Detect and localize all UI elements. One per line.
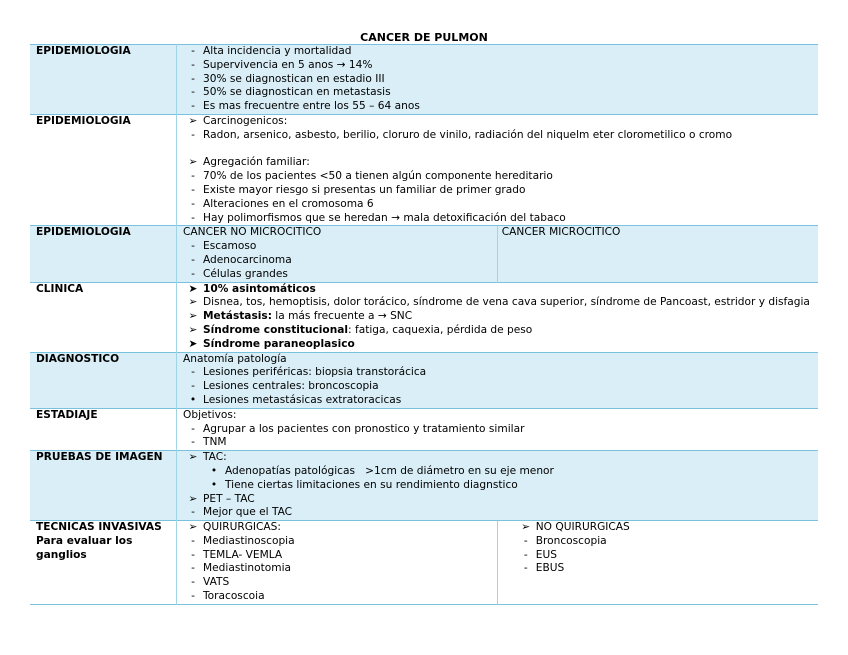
row-content: - Alta incidencia y mortalidad - Supervivencia en 5 anos → 14% - 30% se diagnostican en estadio III - 50% se diagnostican en metastasis - Es mas frecuentre entre los 55 – 64 anos [177,45,819,115]
row-content: Objetivos: - Agrupar a los pacientes con pronostico y tratamiento similar - TNM [177,408,819,450]
list-item: Radon, arsenico, asbesto, berilio, cloruro de vinilo, radiación del niquelm eter clorometilico o cromo [203,128,733,141]
list-item: Mejor que el TAC [203,506,293,519]
row-label: EPIDEMIOLOGIA [30,114,177,225]
list-item: 10% asintomáticos [203,282,316,295]
row-label: CLINICA [30,282,177,352]
list-item: Disnea, tos, hemoptisis, dolor torácico, síndrome de vena cava superior, síndrome de Pancoast, estridor y disfagia [203,296,810,309]
list-item: Tiene ciertas limitaciones en su rendimiento diagnstico [225,478,518,491]
list-item: Síndrome paraneoplasico [203,337,355,350]
section-heading: Anatomía patología [183,352,287,365]
list-item: Agregación familiar: [203,156,310,169]
list-item: Lesiones metastásicas extratoracicas [203,393,402,406]
list-item: Células grandes [203,267,288,280]
list-item: VATS [203,576,230,589]
row-label: TECNICAS INVASIVAS Para evaluar los ganglios [30,521,177,605]
list-item: Es mas frecuentre entre los 55 – 64 anos [203,100,420,113]
list-item: NO QUIRURGICAS [535,521,630,534]
list-item: QUIRURGICAS: [203,521,281,534]
row-content: ➤ 10% asintomáticos ➢ Disnea, tos, hemoptisis, dolor torácico, síndrome de vena cava superior, síndrome de Pancoast, estridor y disfagia ➢ Metástasis: la más frecuente a → SNC ➢ Síndrome constitucional: fatiga, caquexia, pérdida de peso ➤ Síndrome paraneoplasico [177,282,819,352]
table-row-diagnostico [30,352,818,408]
list-item: Lesiones periféricas: biopsia transtorácica [203,366,427,379]
document-title: CANCER DE PULMON [360,31,488,44]
list-item: 30% se diagnostican en estadio III [203,72,385,85]
list-item: Hay polimorfismos que se heredan → mala detoxificación del tabaco [203,211,566,224]
list-item: Síndrome constitucional: fatiga, caquexia, pérdida de peso [203,323,533,336]
list-item: Escamoso [203,240,257,253]
table-row-epidemiologia-2 [30,114,818,225]
row-label: EPIDEMIOLOGIA [30,226,177,282]
section-heading: Objetivos: [183,408,237,421]
table-row-epidemiologia-3 [30,226,818,282]
list-item: EBUS [535,562,565,575]
row-label: PRUEBAS DE IMAGEN [30,451,177,521]
list-item: Lesiones centrales: broncoscopia [203,380,379,393]
list-item: Alteraciones en el cromosoma 6 [203,197,374,210]
table-row-epidemiologia-1 [30,45,818,115]
list-item: EUS [535,548,557,561]
row-content-left: CANCER NO MICROCITICO - Escamoso - Adenocarcinoma - Células grandes [177,226,498,282]
row-content: Anatomía patología - Lesiones periféricas: biopsia transtorácica - Lesiones centrales: broncoscopia • Lesiones metastásicas extratoracicas [177,352,819,408]
row-label: ESTADIAJE [30,408,177,450]
list-item: TAC: [203,451,227,464]
row-content: ➢ Carcinogenicos: - Radon, arsenico, asbesto, berilio, cloruro de vinilo, radiación del niquelm eter clorometilico o cromo ➢ Agregación familiar: - 70% de los pacientes <50 a tienen algún componente hereditario - Existe mayor riesgo si presentas un familiar de primer grado - Alteraciones en el cromosoma 6 - Hay polimorfismos que se heredan → mala detoxificación del tabaco [177,114,819,225]
list-item: Agrupar a los pacientes con pronostico y tratamiento similar [203,422,525,435]
table-row-clinica [30,282,818,352]
table-row-tecnicas-invasivas [30,521,818,605]
list-item: TEMLA- VEMLA [203,548,283,561]
table-row-estadiaje [30,408,818,450]
table-row-pruebas-de-imagen [30,451,818,521]
list-item: Toracoscoia [203,590,265,603]
list-item: Carcinogenicos: [203,114,288,127]
list-item: Mediastinotomia [203,562,292,575]
list-item: Supervivencia en 5 anos → 14% [203,58,373,71]
list-item: Adenopatías patológicas >1cm de diámetro en su eje menor [225,464,554,477]
section-heading: CANCER MICROCITICO [501,226,621,239]
list-item: Broncoscopia [535,534,607,547]
row-content: ➢ TAC: • Adenopatías patológicas >1cm de diámetro en su eje menor • Tiene ciertas limitaciones en su rendimiento diagnstico ➢ PET – TAC - Mejor que el TAC [177,451,819,521]
row-label: EPIDEMIOLOGIA [30,45,177,115]
row-content-right: ➢ NO QUIRURGICAS - Broncoscopia - EUS - EBUS [497,521,818,605]
list-item: 50% se diagnostican en metastasis [203,86,391,99]
row-content-left: ➢ QUIRURGICAS: - Mediastinoscopia - TEMLA- VEMLA - Mediastinotomia - VATS - Toracoscoia [177,521,498,605]
summary-table [30,44,818,605]
list-item: PET – TAC [203,492,255,505]
list-item: Mediastinoscopia [203,534,295,547]
list-item: Existe mayor riesgo si presentas un familiar de primer grado [203,183,526,196]
row-label: DIAGNOSTICO [30,352,177,408]
row-content-right [497,226,818,282]
list-item: Metástasis: la más frecuente a → SNC [203,310,413,323]
list-item: TNM [203,436,227,449]
section-heading: CANCER NO MICROCITICO [183,226,322,239]
list-item: Adenocarcinoma [203,253,292,266]
list-item: 70% de los pacientes <50 a tienen algún componente hereditario [203,170,553,183]
list-item: Alta incidencia y mortalidad [203,45,352,57]
